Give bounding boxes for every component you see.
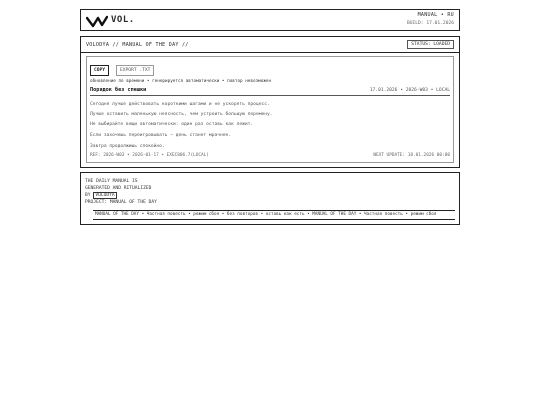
status-badge: STATUS: LOADED bbox=[407, 40, 454, 49]
manual-line: Не выбирайте вещи автоматически: один раз оставь как лежит. bbox=[90, 122, 254, 127]
divider bbox=[90, 95, 450, 96]
manual-line: Завтра продолжишь спокойно. bbox=[90, 144, 165, 149]
footer-ticker: MANUAL OF THE DAY • Частная повесть • режим сбоя • без повторов • оставь как есть • MANUAL OF THE DAY • Частная повесть • режим сбоя bbox=[95, 212, 437, 217]
footer-line: THE DAILY MANUAL IS bbox=[85, 179, 138, 184]
panel-title: VOLODYA // MANUAL OF THE DAY // bbox=[86, 42, 189, 48]
menu-language[interactable]: MANUAL • RU bbox=[417, 12, 454, 18]
manual-card bbox=[86, 56, 454, 163]
divider bbox=[93, 210, 455, 211]
footer-project: PROJECT: MANUAL OF THE DAY bbox=[85, 200, 157, 205]
footer-credit bbox=[85, 193, 117, 198]
card-tagline: обновление по времени • генерируется автоматически • повтор невозможен bbox=[90, 79, 272, 84]
next-update: NEXT UPDATE: 18.01.2026 00:00 bbox=[373, 153, 450, 158]
export-txt-button[interactable]: EXPORT .TXT bbox=[116, 65, 154, 76]
copy-button[interactable]: COPY bbox=[90, 65, 109, 76]
manual-line: Если захочешь переигровывать — день станет мрачнее. bbox=[90, 133, 232, 138]
manual-line: Сегодня лучше действовать короткими шагами и не ускорять процесс. bbox=[90, 102, 270, 107]
divider bbox=[81, 52, 459, 53]
manual-line: Лучше оставить маленькую неясность, чем устроить большую перемену. bbox=[90, 112, 273, 117]
logo-icon[interactable] bbox=[86, 13, 108, 32]
reference-id: REF: 2026-W03 • 2026-01-17 • EXEC806.7(LOCAL) bbox=[90, 153, 209, 158]
card-title: Порядок без спешки bbox=[90, 87, 147, 93]
footer-line: GENERATED AND RITUALIZED bbox=[85, 186, 152, 191]
build-date: BUILD: 17.01.2026 bbox=[406, 21, 454, 26]
author-link[interactable]: VOLODYA bbox=[95, 193, 115, 198]
site-header bbox=[80, 9, 460, 31]
brand-name: VOL. bbox=[111, 15, 135, 25]
card-meta: 17.01.2026 • 2026-W03 • LOCAL bbox=[369, 88, 450, 93]
site-footer bbox=[80, 172, 460, 225]
divider bbox=[93, 219, 455, 220]
footer-credit-prefix: BY bbox=[85, 193, 91, 198]
